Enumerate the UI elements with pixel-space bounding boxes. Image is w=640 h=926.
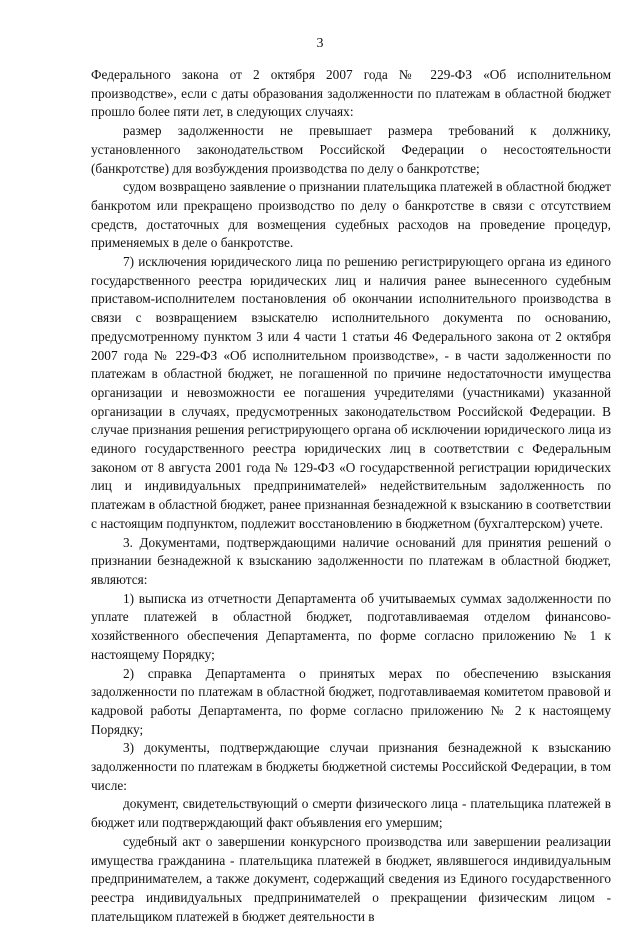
paragraph-doc-2: 2) справка Департамента о принятых мерах по обеспечению взыскания задолженности по платежам в областной бюджет, подготавливаемая комитетом правовой и кадровой работы Департамента, по форме согласно приложению № 2 к настоящему Порядку; (91, 665, 611, 737)
paragraph-debt-threshold: размер задолженности не превышает размера требований к должнику, установленного законодательством Российской Федерации о несостоятельности (банкротстве) для возбуждения производства по делу о банкротстве; (91, 123, 611, 176)
paragraph-bankruptcy-returned: судом возвращено заявление о признании плательщика платежей в областной бюджет банкротом или прекращено производство по делу о банкротстве в связи с отсутствием средств, достаточных для возмещения судебных расходов на проведение процедур, применяемых в деле о банкротстве. (91, 179, 611, 251)
paragraph-doc-3: 3) документы, подтверждающие случаи признания безнадежной к взысканию задолженности по платежам в бюджеты бюджетной системы Российской Федерации, в том числе: (91, 740, 611, 793)
paragraph-section-3: 3. Документами, подтверждающими наличие оснований для принятия решений о признании безнадежной к взысканию задолженности по платежам в областной бюджет, являются: (91, 534, 611, 587)
paragraph-item-7: 7) исключения юридического лица по решению регистрирующего органа из единого государственного реестра юридических лиц и наличия ранее вынесенного судебным приставом-исполнителем постановления об окончании исполнительного производства в связи с возвращением взыскателю исполнительного документа по основанию, предусмотренному пунктом 3 или 4 части 1 статьи 46 Федерального закона от 2 октября 2007 года № 229-ФЗ «Об исполнительном производстве», - в части задолженности по платежам в областной бюджет, не погашенной по причине недостаточности имущества организации и невозможности ее погашения учредителями (участниками) указанной организации в случаях, предусмотренных законодательством Российской Федерации. В случае признания решения регистрирующего органа об исключении юридического лица из единого государственного реестра юридических лиц в соответствии с Федеральным законом от 8 августа 2001 года № 129-ФЗ «О государственной регистрации юридических лиц и индивидуальных предпринимателей» недействительным задолженность по платежам в областной бюджет, ранее признанная безнадежной к взысканию в соответствии с настоящим подпунктом, подлежит восстановлению в бюджетном (бухгалтерском) учете. (91, 254, 611, 531)
page-number: 3 (316, 36, 324, 51)
document-body (91, 66, 611, 926)
paragraph-doc-1: 1) выписка из отчетности Департамента об учитываемых суммах задолженности по уплате платежей в областной бюджет, подготавливаемая отделом финансово-хозяйственного обеспечения Департамента, по форме согласно приложению № 1 к настоящему Порядку; (91, 590, 611, 662)
paragraph-death-document: документ, свидетельствующий о смерти физического лица - плательщика платежей в бюджет или подтверждающий факт объявления его умершим; (91, 796, 611, 831)
paragraph-court-act: судебный акт о завершении конкурсного производства или завершении реализации имущества гражданина - плательщика платежей в бюджет, являвшегося индивидуальным предпринимателем, а также документ, содержащий сведения из Единого государственного реестра индивидуальных предпринимателей о прекращении физическим лицом - плательщиком платежей в бюджет деятельности в (91, 833, 611, 924)
paragraph-continuation: Федерального закона от 2 октября 2007 года № 229-ФЗ «Об исполнительном производстве», если с даты образования задолженности по платежам в областной бюджет прошло более пяти лет, в следующих случаях: (91, 67, 611, 120)
